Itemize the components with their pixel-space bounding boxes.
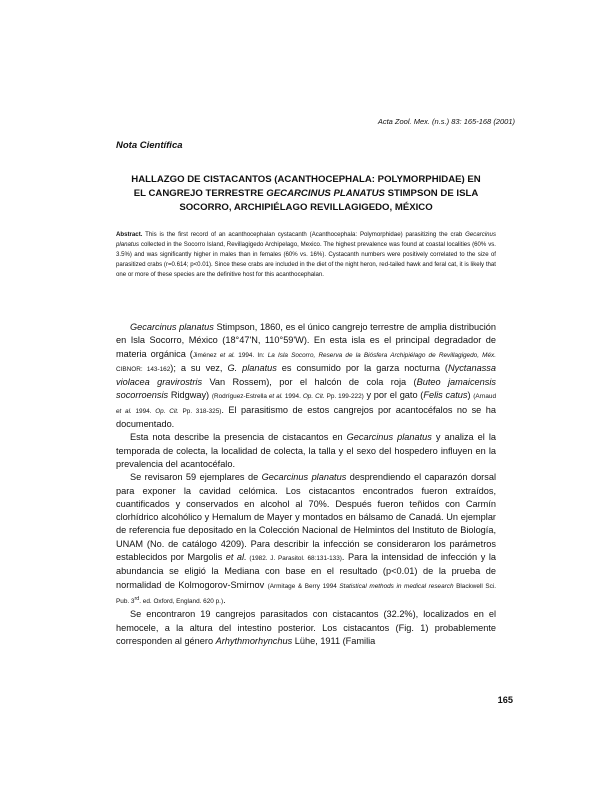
paragraph-1: Gecarcinus planatus Stimpson, 1860, es el único cangrejo terrestre de amplia distribución en Isla Socorro, México (18°47'N, 110°59'W). En esta isla es el principal degradador de materia orgánica (Jiménez et al. 1994. In: La Isla Socorro, Reserva de la Biósfera Archipiélago de Revillagigedo, Méx. CIBNOR: 143-162); a su vez, G. planatus es consumido por la garza nocturna (Nyctanassa violacea gravirostris Van Rossem), por el halcón de cola roja (Buteo jamaicensis socorroensis Ridgway) (Rodríguez-Estrella et al. 1994. Op. Cit. Pp. 199-222) y por el gato (Felis catus) (Arnaud et al. 1994. Op. Cit. Pp. 318-325). El parasitismo de estos cangrejos por acantocéfalos no se ha documentado. xyxy=(116,322,497,430)
title-line-2: EL CANGREJO TERRESTRE GECARCINUS PLANATUS STIMPSON DE ISLA xyxy=(133,188,479,199)
abstract-label: Abstract. xyxy=(116,231,143,238)
paragraph-3: Se revisaron 59 ejemplares de Gecarcinus planatus desprendiendo el caparazón dorsal para exponer la cavidad celómica. Los cistacantos encontrados fueron extraídos, cuantificados y conservados en alcohol al 70%. Después fueron teñidos con Carmín clorhídrico alcohólico y Hemalum de Mayer y montados en bálsamo de Canadá. Un ejemplar de referencia fue depositado en la Colección Nacional de Helmintos del Instituto de Biología, UNAM (No. de catálogo 4209). Para describir la infección se consideraron los parámetros establecidos por Margolis et al. (1982. J. Parasitol. 68:131-133). Para la intensidad de infección y la abundancia se eligió la Mediana con base en el resultado (p<0.01) de la prueba de normalidad de Kolmogorov-Smirnov (Armitage & Berry 1994 Statistical methods in medical research Blackwell Sci. Pub. 3rd. ed. Oxford, England. 620 p.). xyxy=(116,472,497,606)
title-line-1: HALLAZGO DE CISTACANTOS (ACANTHOCEPHALA: POLYMORPHIDAE) EN xyxy=(131,174,481,185)
abstract: Abstract. This is the first record of an acanthocephalan cystacanth (Acanthocephala: Polymorphidae) parasitizing the crab Gecarcinus planatus collected in the Socorro Island, Revillagigedo Archipelago, Mexico. The highest prevalence was found at coastal localities (60% vs. 3.5%) and was significantly higher in males than in females (60% vs. 16%). Cystacanth numbers were positively correlated to the size of parasitized crabs (r=0.614; p<0.01). Since these crabs are included in the diet of the night heron, red-tailed hawk and feral cat, it is likely that one or more of these species are the definitive host for this acanthocephalan. xyxy=(116,231,496,278)
journal-citation: Acta Zool. Mex. (n.s.) 83: 165-168 (2001) xyxy=(377,117,515,126)
title-line-3: SOCORRO, ARCHIPIÉLAGO REVILLAGIGEDO, MÉXICO xyxy=(179,202,433,213)
species-name: GECARCINUS PLANATUS xyxy=(266,188,385,199)
paragraph-2: Esta nota describe la presencia de cistacantos en Gecarcinus planatus y analiza el la temporada de colecta, la localidad de colecta, la talla y el sexo del hospedero influyen en la prevalencia del acantocéfalo. xyxy=(116,432,496,469)
article-title xyxy=(116,173,496,215)
article-body xyxy=(116,321,496,648)
page-number: 165 xyxy=(497,695,513,705)
section-label: Nota Científica xyxy=(116,140,183,151)
paragraph-4: Se encontraron 19 cangrejos parasitados con cistacantos (32.2%), localizados en el hemocele, a la altura del intestino posterior. Los cistacantos (Fig. 1) probablemente corresponden al género Arhythmorhynchus Lühe, 1911 (Familia xyxy=(116,609,496,646)
